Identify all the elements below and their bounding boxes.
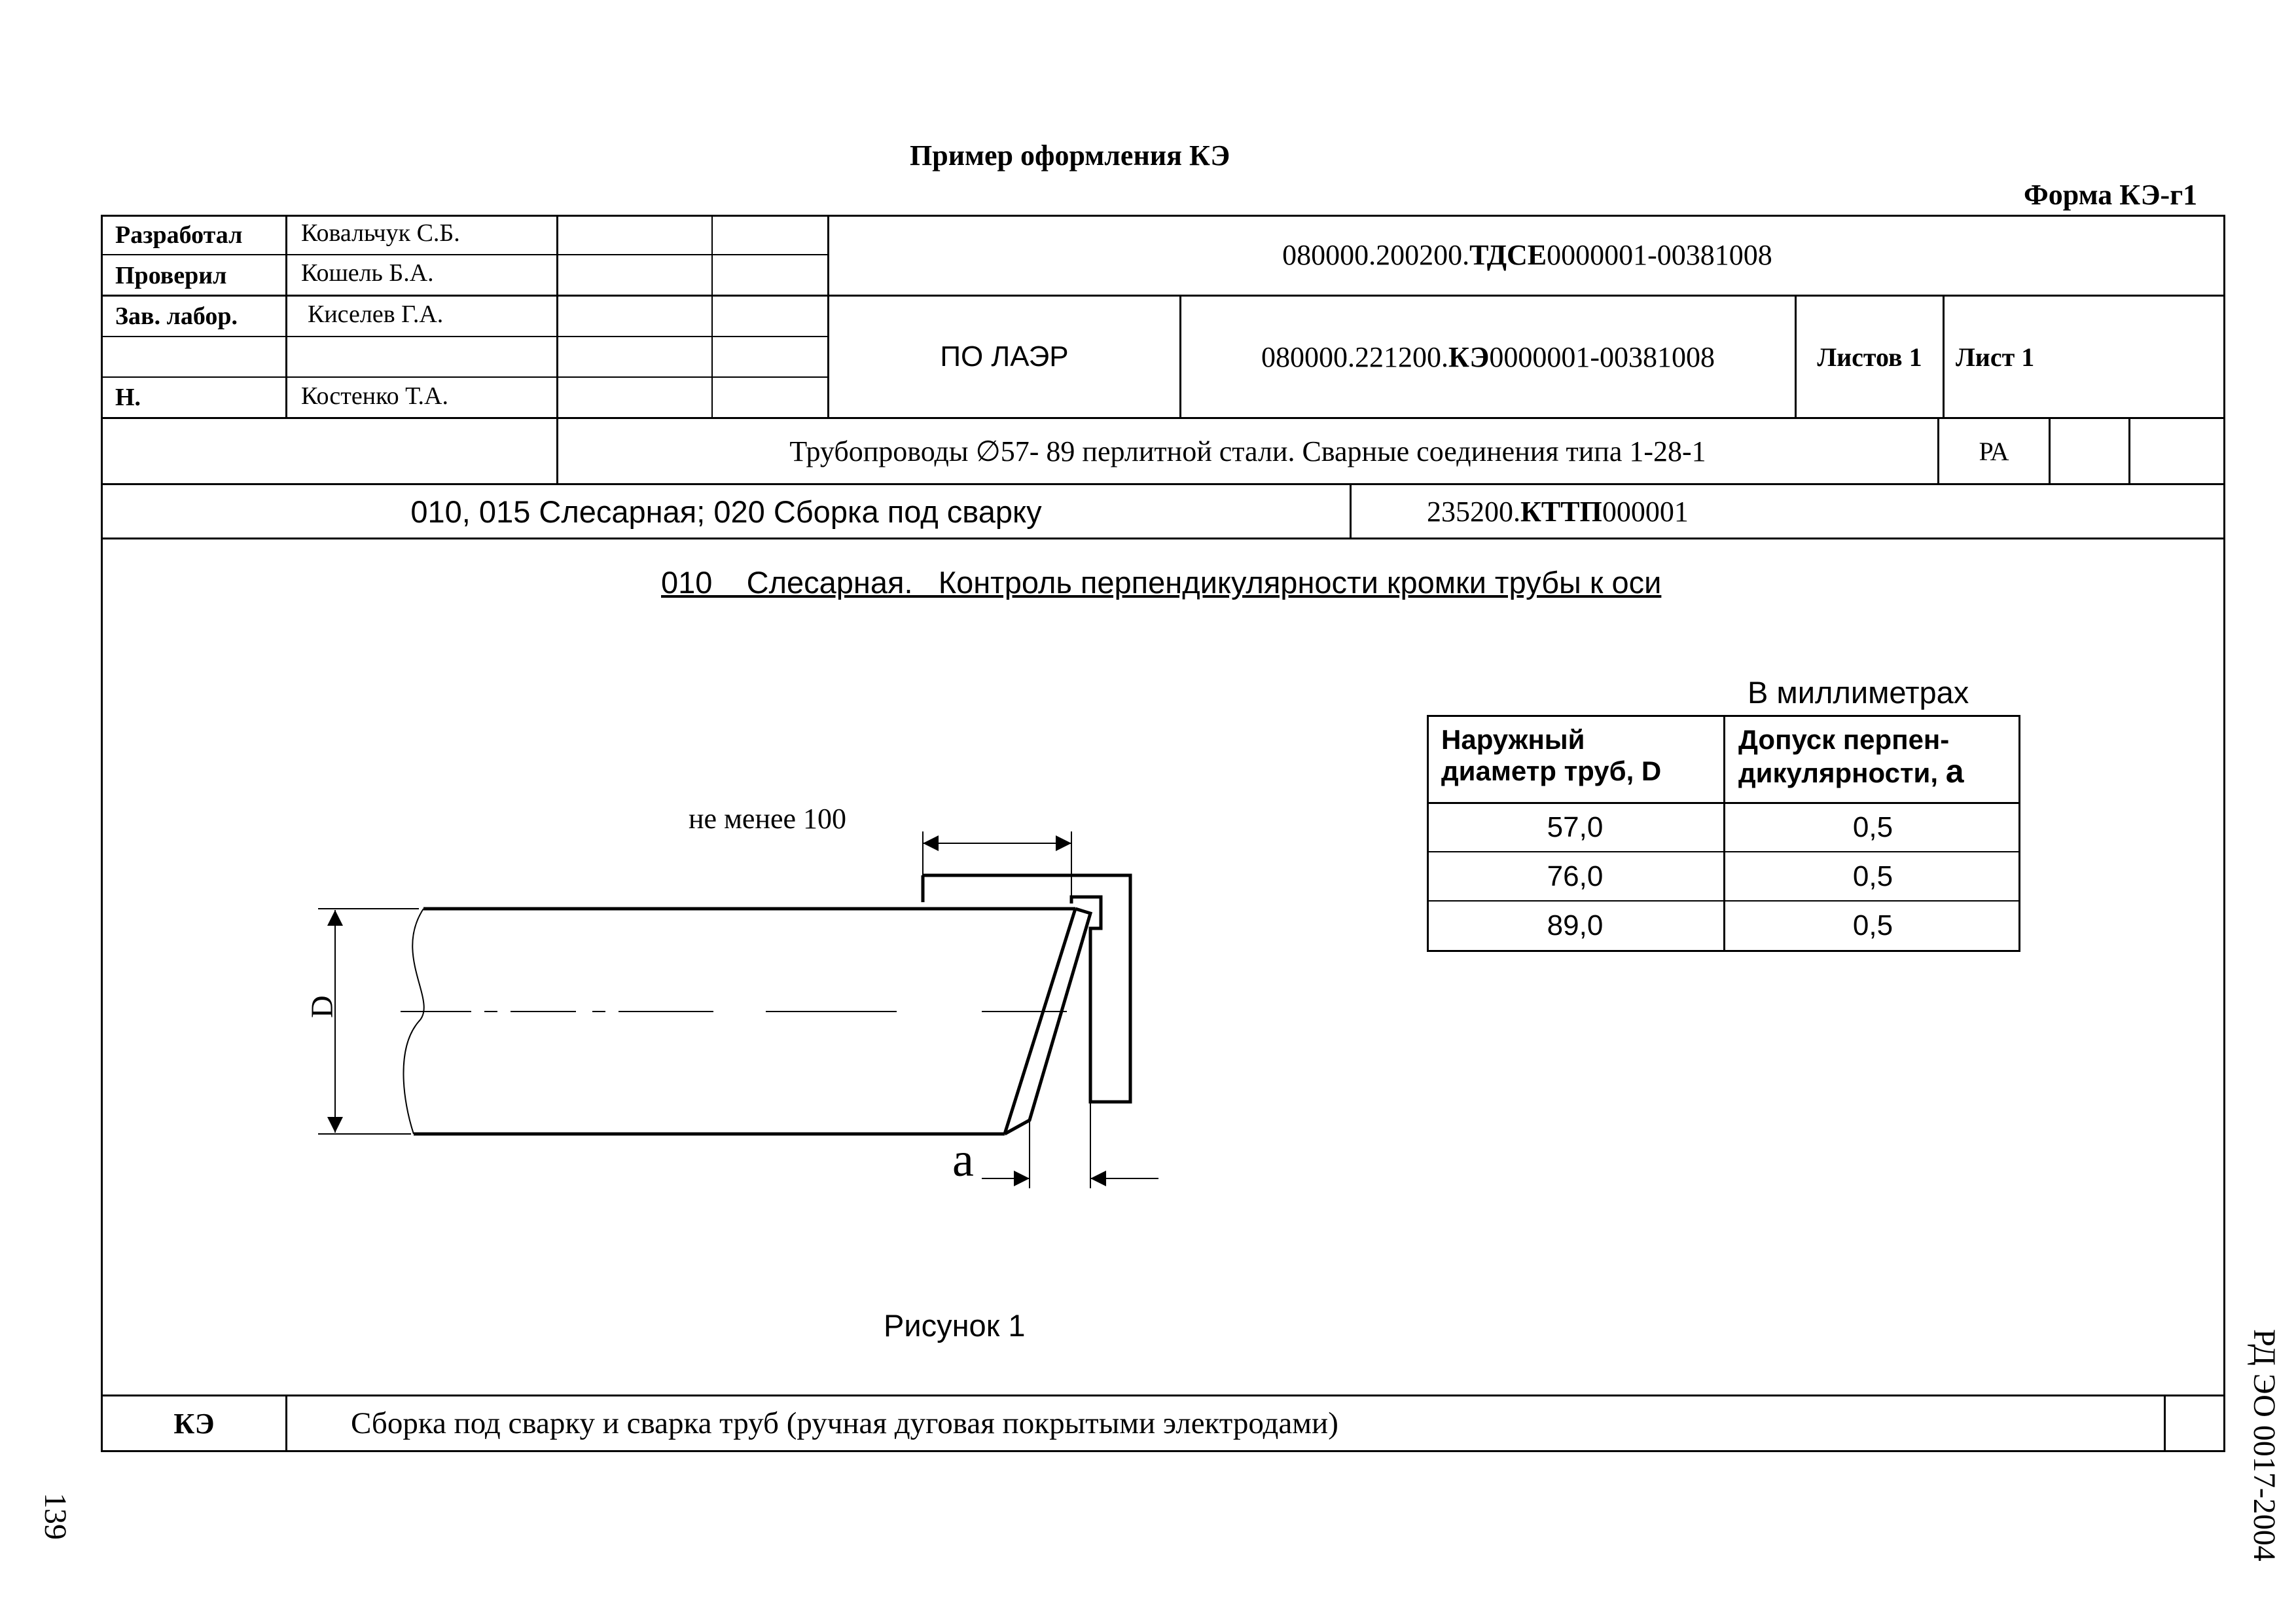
sheets-total: Листов 1: [1817, 342, 1922, 372]
kttp-code: КТТП: [1520, 495, 1602, 528]
units-caption: В миллиметрах: [1748, 675, 1969, 710]
sig-name-checked: Кошель Б.А.: [301, 259, 434, 287]
sig-role-n: Н.: [115, 384, 141, 411]
footer-description: Сборка под сварку и сварка труб (ручная дуговая покрытыми электродами): [351, 1406, 1338, 1440]
table-cell-diameter: 76,0: [1547, 860, 1604, 892]
operations-list: 010, 015 Слесарная; 020 Сборка под сварку: [410, 494, 1042, 529]
sheet-number: Лист 1: [1956, 342, 2035, 372]
table-cell-diameter: 57,0: [1547, 811, 1604, 843]
header-tolerance-symbol: а: [1945, 753, 1964, 790]
ra-cell: РА: [1979, 436, 2009, 466]
header-tolerance-line1: Допуск перпен-: [1738, 724, 1950, 755]
sig-role-checked: Проверил: [115, 262, 227, 289]
sig-name-developed: Ковальчук С.Б.: [301, 219, 460, 247]
ke-code: КЭ: [1448, 340, 1490, 373]
table-cell-diameter: 89,0: [1547, 909, 1604, 941]
tdse-suffix: 0000001-00381008: [1547, 238, 1772, 271]
ke-prefix: 080000.221200.: [1261, 340, 1449, 373]
header-diameter-line1: Наружный: [1441, 724, 1585, 755]
kttp-suffix: 000001: [1602, 495, 1689, 528]
pipe-break-line: [403, 909, 423, 1134]
diameter-label: D: [305, 995, 340, 1018]
length-dimension-label: не менее 100: [689, 803, 847, 835]
document-code: РД ЭО 0017-2004: [2247, 1329, 2282, 1561]
footer-code: КЭ: [173, 1407, 215, 1440]
tolerance-label: a: [952, 1133, 974, 1187]
diameter-dimension: [318, 909, 419, 1134]
page-number: 139: [38, 1493, 73, 1540]
table-cell-tolerance: 0,5: [1852, 860, 1893, 892]
tdse-code: ТДСЕ: [1469, 238, 1547, 271]
operation-title: 010 Слесарная. Контроль перпендикулярности кромки трубы к оси: [661, 565, 1662, 600]
tolerance-dimension: [982, 1102, 1158, 1188]
document-title: Трубопроводы ∅57- 89 перлитной стали. Сварные соединения типа 1-28-1: [789, 435, 1706, 467]
sig-role-lab-head: Зав. лабор.: [115, 302, 238, 330]
header-tolerance-text: дикулярности,: [1738, 757, 1946, 788]
header-diameter-line2: диаметр труб, D: [1441, 756, 1662, 786]
page-heading: Пример оформления КЭ: [910, 139, 1230, 172]
form-label: Форма КЭ-г1: [2024, 179, 2198, 211]
kttp-prefix: 235200.: [1427, 495, 1520, 528]
figure-caption: Рисунок 1: [884, 1308, 1026, 1343]
ke-suffix: 0000001-00381008: [1489, 340, 1715, 373]
pipe-outline: [414, 909, 1090, 1134]
table-cell-tolerance: 0,5: [1852, 811, 1893, 843]
table-cell-tolerance: 0,5: [1852, 909, 1893, 941]
sig-role-developed: Разработал: [115, 221, 243, 249]
sig-name-n: Костенко Т.А.: [301, 382, 448, 410]
sig-name-lab-head: Киселев Г.А.: [308, 301, 444, 328]
organization: ПО ЛАЭР: [940, 340, 1069, 373]
length-dimension: [923, 831, 1071, 897]
tdse-prefix: 080000.200200.: [1282, 238, 1470, 271]
